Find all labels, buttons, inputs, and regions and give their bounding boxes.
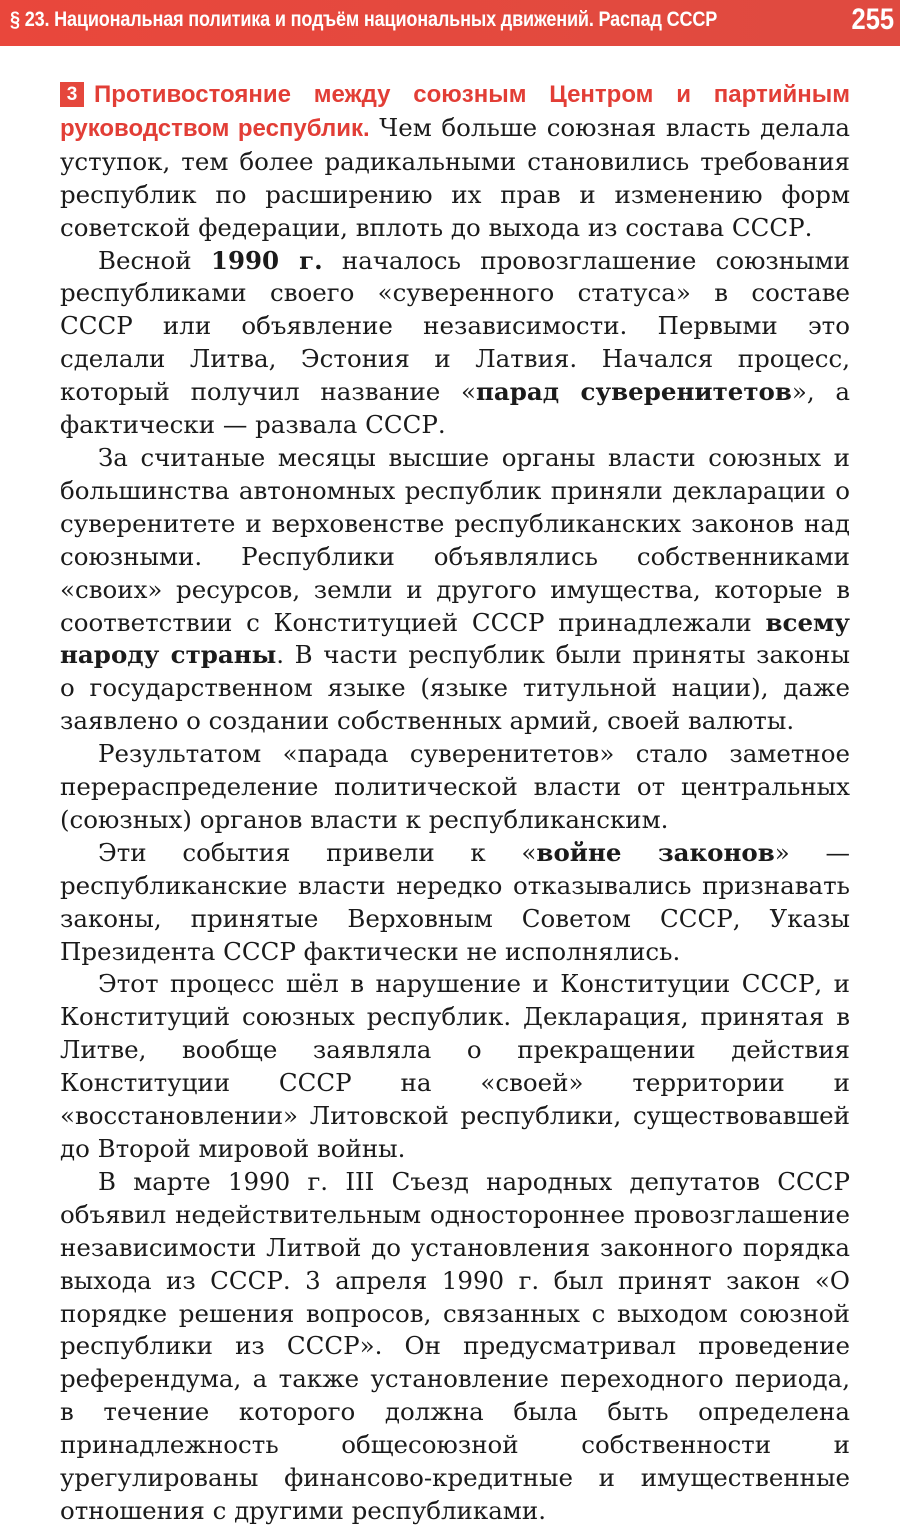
- page-number: 255: [851, 3, 894, 36]
- text-run: Этот процесс шёл в нарушение и Конституции СССР, и Конституций союзных республик. Декларация, принятая в Литве, вообще заявляла о прекращении действия Конституции СССР на «своей» территории и «восстановлении» Литовской республики, существовавшей до Второй мировой войны.: [60, 969, 850, 1163]
- text-run: » — республиканские власти нередко отказывались признавать законы, принятые Верховным Советом СССР, Указы Президента СССР фактически не исполнялись.: [60, 837, 851, 966]
- bold-term: парад суверенитетов: [475, 377, 792, 407]
- text-run: Результатом «парада суверенитетов» стало заметное перераспределение политической власти от центральных (союзных) органов власти к республиканским.: [60, 739, 850, 834]
- text-run: началось провозглашение союзными республиками своего «суверенного статуса» в составе СССР или объявление независимости. Первыми это сделали Литва, Эстония и Латвия. Начался процесс, который получил название «: [60, 245, 850, 407]
- text-run: Чем больше союзная власть делала уступок, тем более радикальными становились требования республик по расширению их прав и изменению форм советской федерации, вплоть до выхода из состава СССР.: [60, 112, 850, 242]
- paragraph-2: [60, 245, 850, 442]
- paragraph-3: [60, 442, 850, 738]
- text-run: Весной: [98, 245, 211, 275]
- bold-term: всему народу страны: [60, 607, 850, 670]
- text-run: За считаные месяцы высшие органы власти союзных и большинства автономных республик приняли декларации о суверенитете и верховенстве республиканских законов над союзными. Республики объявлялись собственниками «своих» ресурсов, земли и другого имущества, которые в соответствии с Конституцией СССР принадлежали: [60, 442, 850, 637]
- bold-term: 1990 г.: [210, 245, 323, 275]
- paragraph-7: [60, 1166, 850, 1528]
- paragraph-5: [60, 837, 850, 969]
- body-text: [60, 78, 850, 1528]
- section-number-badge: 3: [60, 82, 84, 107]
- running-header: [0, 0, 900, 46]
- section-title: Противостояние между союзным Центром и партийным руководством республик.: [60, 81, 850, 142]
- bold-term: войне законов: [536, 837, 775, 867]
- text-run: . В части республик были приняты законы о государственном языке (языке титульной нации), даже заявлено о создании собственных армий, своей валюты.: [60, 640, 851, 736]
- text-run: », а фактически — развала СССР.: [60, 377, 850, 440]
- text-run: В марте 1990 г. III Съезд народных депутатов СССР объявил недействительным одностороннее провозглашение независимости Литвой до установления законного порядка выхода из СССР. 3 апреля 1990 г. был принят закон «О порядке решения вопросов, связанных с выходом союзной республики из СССР». Он предусматривал проведение референдума, а также установление переходного периода, в течение которого должна была быть определена принадлежность общесоюзной собственности и урегулированы финансово-кредитные и имущественные отношения с другими республиками.: [60, 1166, 850, 1525]
- paragraph-1: [60, 78, 850, 245]
- paragraph-6: [60, 968, 850, 1165]
- chapter-title: § 23. Национальная политика и подъём национальных движений. Распад СССР: [10, 8, 718, 31]
- text-run: Эти события привели к «: [98, 837, 537, 867]
- paragraph-4: [60, 738, 850, 837]
